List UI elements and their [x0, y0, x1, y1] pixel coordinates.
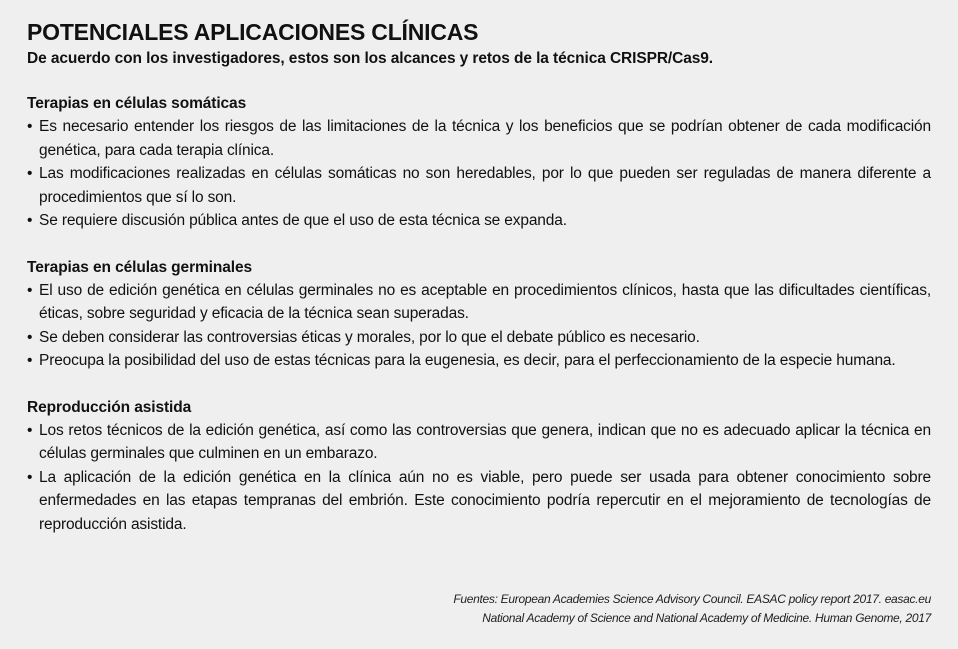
section-heading: Reproducción asistida — [27, 398, 192, 416]
list-item — [27, 209, 931, 233]
bullet-list — [27, 419, 931, 537]
page-subtitle: De acuerdo con los investigadores, estos son los alcances y retos de la técnica CRISPR/Cas9. — [27, 50, 713, 67]
list-item — [27, 349, 931, 373]
bullet-list — [27, 279, 931, 373]
section-germline-therapies — [27, 256, 931, 373]
page-title: POTENCIALES APLICACIONES CLÍNICAS — [27, 19, 479, 45]
list-item-text: Los retos técnicos de la edición genética, así como las controversias que genera, indican que no es adecuado aplicar la técnica en células germinales que culminen en un embarazo. — [39, 421, 931, 462]
section-assisted-reproduction — [27, 396, 931, 537]
section-somatic-therapies — [27, 92, 931, 233]
infographic-panel — [27, 18, 931, 536]
list-item-text: El uso de edición genética en células germinales no es aceptable en procedimientos clínicos, hasta que las dificultades científicas, éticas, sobre seguridad y eficacia de la técnica sean superadas. — [39, 281, 931, 322]
list-item — [27, 279, 931, 326]
source-line: National Academy of Science and National Academy of Medicine. Human Genome, 2017 — [482, 611, 931, 625]
list-item — [27, 115, 931, 162]
bullet-marker: • — [27, 421, 33, 439]
source-line: Fuentes: European Academies Science Advisory Council. EASAC policy report 2017. easac.eu — [453, 592, 931, 606]
bullet-marker: • — [27, 212, 33, 229]
list-item-text: Las modificaciones realizadas en células somáticas no son heredables, por lo que pueden ser reguladas de manera diferente a procedimientos que sí lo son. — [39, 165, 931, 206]
list-item-text: Se requiere discusión pública antes de que el uso de esta técnica se expanda. — [39, 212, 567, 229]
list-item-text: La aplicación de la edición genética en la clínica aún no es viable, pero puede ser usada para obtener conocimiento sobre enfermedades en las etapas tempranas del embrión. Este conocimiento podría repercutir en el mejoramiento de tecnologías de reproducción asistida. — [39, 468, 931, 533]
sources-credit — [453, 590, 931, 628]
bullet-marker: • — [27, 165, 33, 182]
bullet-marker: • — [27, 281, 33, 299]
bullet-list — [27, 115, 931, 233]
list-item — [27, 326, 931, 350]
section-heading: Terapias en células somáticas — [27, 95, 247, 112]
list-item-text: Se deben considerar las controversias éticas y morales, por lo que el debate público es necesario. — [39, 328, 700, 346]
list-item-text: Preocupa la posibilidad del uso de estas técnicas para la eugenesia, es decir, para el perfeccionamiento de la especie humana. — [39, 352, 896, 369]
bullet-marker: • — [27, 118, 33, 135]
section-heading: Terapias en células germinales — [27, 258, 253, 276]
bullet-marker: • — [27, 352, 33, 369]
list-item — [27, 162, 931, 209]
list-item — [27, 419, 931, 466]
list-item — [27, 466, 931, 537]
list-item-text: Es necesario entender los riesgos de las limitaciones de la técnica y los beneficios que se podrían obtener de cada modificación genética, para cada terapia clínica. — [39, 118, 931, 159]
bullet-marker: • — [27, 328, 33, 346]
bullet-marker: • — [27, 468, 33, 486]
